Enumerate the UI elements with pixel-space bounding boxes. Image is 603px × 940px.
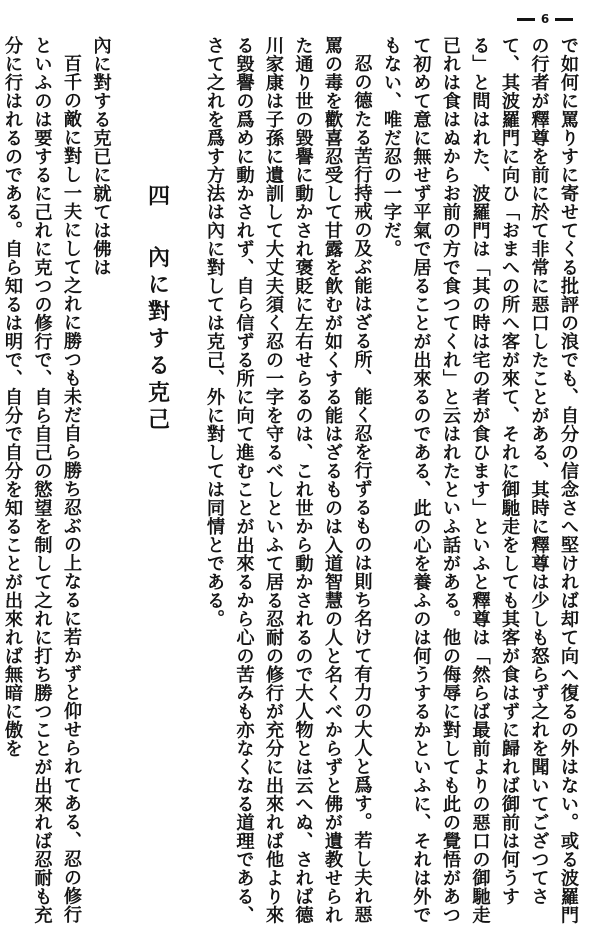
page-body: [2, 36, 583, 931]
folio-dash-left: [517, 18, 535, 21]
paragraph-3: 百千の敵に對し一夫にして之れに勝つも未だ自ら勝ち忍ぶの上なるに若かずと仰せられてある、忍の修行といふのは要するに己れに克つの修行で、自ら自己の慾望を制して之れに打ち勝つことが出來れば忍耐も充分に行はれるのである。自ら知るは明で、自分で自分を知ることが出來れば無暗に傲を: [2, 36, 82, 924]
section-heading-number: 四: [144, 184, 171, 211]
folio-dash-right: [555, 18, 573, 21]
paragraph-3-lead: 內に對する克已に就ては佛は: [90, 36, 112, 277]
paragraph-1: で如何に罵りすに寄せてくる批評の浪でも、自分の信念さへ堅ければ却て向へ復るの外はない。或る波羅門の行者が釋尊を前に於て非常に惡口したことがある、其時に釋尊は少しも怒らず之れを聞いてござつてさて、其波羅門に向ひ「おまへの所へ客が來て、それに御馳走をしても其客が食はずに歸れば御前は何うする」と問はれた、波羅門は「其の時は宅の者が食ひます」といふと釋尊は「然らば最前よりの惡口の御馳走已れは食はぬからお前の方で食つてくれ」と云はれたといふ話がある。他の侮辱に對しても此の覺悟があつて初めて意に無せず平氣で居ることが出來るのである、此の心を養ふのは何うするかといふに、それは外でもない、唯だ忍の一字だ。: [381, 36, 579, 924]
paragraph-2: 忍の德たる苦行持戒の及ぶ能はざる所、能く忍を行ずるものは則ち名けて有力の大人と爲す。若し夫れ惡罵の毒を歡喜忍受して甘露を飮むが如くする能はざるものは入道智慧の人と名くべからずと佛が遺教せられた通り世の毀譽に動かされ褒貶に左右せらるのは、これ世から動かされるので大人物とは云へぬ、されば德川家康は子孫に遺訓して大丈夫須く忍の一字を守るべしといふて居る忍耐の修行が充分に出來れば他より來る毀譽の爲めに動かされず、自ら信ずる所に向て進むことが出來るから心の苦みも亦なくなる道理である、さて之れを爲す方法は內に對しては克己、外に對しては同情とである。: [204, 36, 373, 924]
page-number: [505, 9, 585, 29]
page-number-text: 6: [540, 12, 550, 26]
section-heading: [143, 36, 173, 931]
section-heading-title: 內に對する克己: [144, 245, 171, 435]
